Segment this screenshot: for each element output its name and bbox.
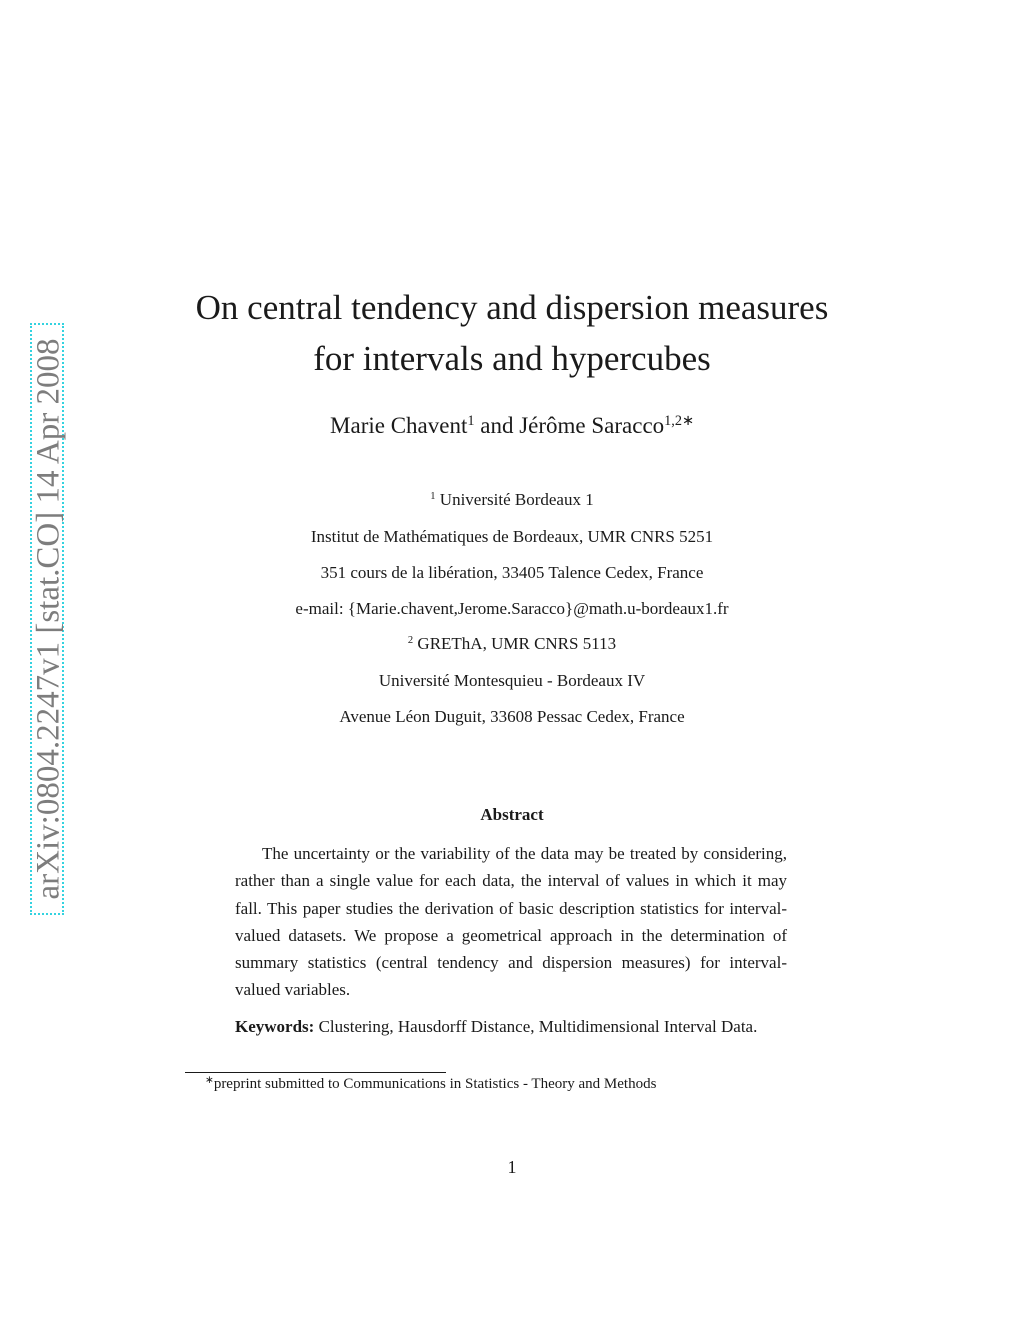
affiliation-institute: Institut de Mathématiques de Bordeaux, UMR CNRS 5251 — [310, 527, 714, 546]
affiliation-address: 351 cours de la libération, 33405 Talence Cedex, France — [320, 563, 704, 582]
author-name: Jérôme Saracco — [519, 413, 665, 438]
author-name: Marie Chavent — [330, 413, 468, 438]
abstract-heading: Abstract — [480, 805, 544, 824]
author-affiliation-mark: 1 — [467, 413, 475, 430]
footnote-text: preprint submitted to Communications in Statistics - Theory and Methods — [213, 1076, 657, 1092]
title-line-1: On central tendency and dispersion measures — [195, 288, 829, 327]
author-conjunction: and — [474, 413, 520, 438]
keywords-label: Keywords: — [235, 1017, 315, 1036]
affiliation-lab: GREThA, UMR CNRS 5113 — [413, 634, 617, 653]
footnote — [205, 1076, 656, 1093]
affiliation-university: Université Bordeaux 1 — [435, 490, 594, 509]
footnote-mark: ∗ — [205, 1074, 214, 1086]
author-list — [0, 413, 1024, 439]
footnote-rule — [185, 1072, 446, 1073]
arxiv-stamp: arXiv:0804.2247v1 [stat.CO] 14 Apr 2008 — [30, 338, 67, 900]
affiliation-email: e-mail: {Marie.chavent,Jerome.Saracco}@math.u-bordeaux1.fr — [295, 599, 729, 618]
affiliation-mark: 1 — [430, 491, 436, 503]
affiliation-2 — [0, 634, 1024, 654]
keywords-text: Clustering, Hausdorff Distance, Multidimensional Interval Data. — [314, 1017, 758, 1036]
affiliation-mark: 2 — [407, 635, 414, 647]
title-line-2: for intervals and hypercubes — [313, 339, 711, 378]
keywords — [235, 1013, 787, 1040]
affiliation-university-2: Université Montesquieu - Bordeaux IV — [378, 671, 646, 690]
author-affiliation-mark: 1,2∗ — [664, 413, 694, 430]
abstract-body: The uncertainty or the variability of the data may be treated by considering, rather than a single value for each data, the interval of values in which it may fall. This paper studies the derivation of basic description statistics for interval-valued datasets. We propose a geometrical approach in the determination of summary statistics (central tendency and dispersion measures) for interval-valued variables. — [235, 844, 787, 1000]
affiliation-address-2: Avenue Léon Duguit, 33608 Pessac Cedex, France — [339, 707, 685, 726]
page-number: 1 — [507, 1157, 517, 1177]
affiliation-1 — [0, 490, 1024, 510]
